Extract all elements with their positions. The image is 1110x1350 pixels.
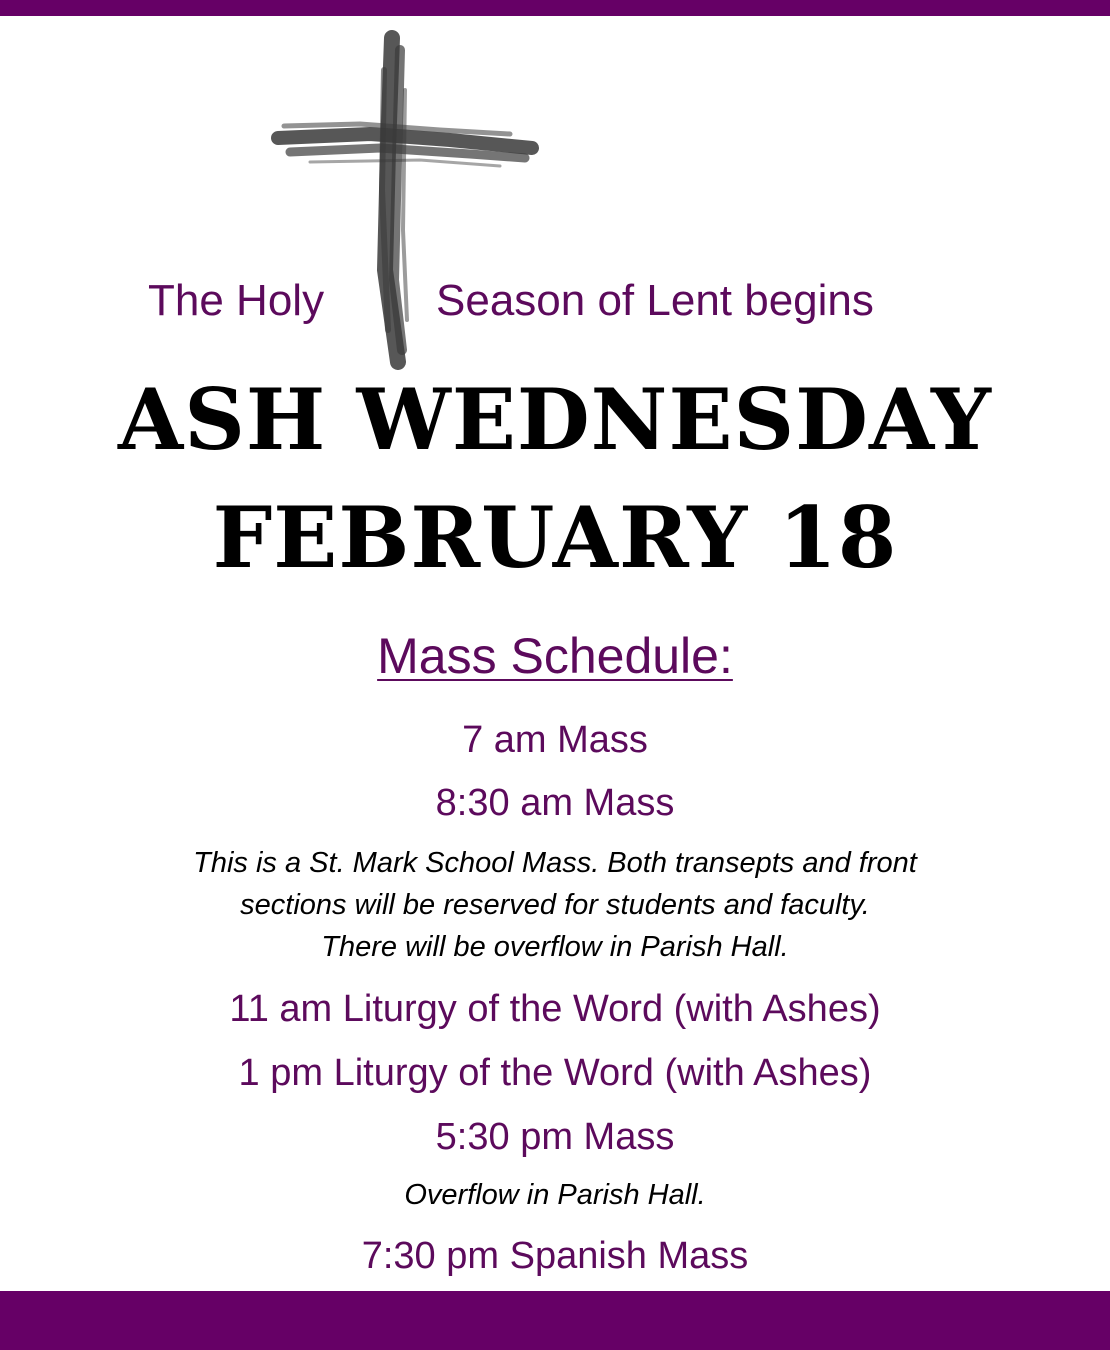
headline-day: ASH WEDNESDAY bbox=[118, 370, 992, 469]
schedule-item: 7:30 pm Spanish Mass bbox=[361, 1235, 749, 1277]
schedule-note: This is a St. Mark School Mass. Both transepts and front bbox=[193, 847, 917, 879]
bottom-border-bar bbox=[0, 1291, 1110, 1350]
schedule-item: 8:30 am Mass bbox=[435, 782, 675, 824]
schedule-item: 5:30 pm Mass bbox=[435, 1116, 675, 1158]
schedule-note: Overflow in Parish Hall. bbox=[404, 1179, 706, 1211]
intro-text-left: The Holy bbox=[148, 276, 325, 325]
intro-text-right: Season of Lent begins bbox=[436, 276, 874, 325]
schedule-item: 11 am Liturgy of the Word (with Ashes) bbox=[229, 988, 881, 1030]
schedule-title: Mass Schedule: bbox=[377, 628, 733, 684]
schedule-note: There will be overflow in Parish Hall. bbox=[321, 931, 789, 963]
top-border-bar bbox=[0, 0, 1110, 16]
schedule-item: 7 am Mass bbox=[462, 719, 648, 761]
headline-date: FEBRUARY 18 bbox=[212, 488, 898, 587]
schedule-item: 1 pm Liturgy of the Word (with Ashes) bbox=[238, 1052, 872, 1094]
schedule-note: sections will be reserved for students and faculty. bbox=[240, 889, 870, 921]
